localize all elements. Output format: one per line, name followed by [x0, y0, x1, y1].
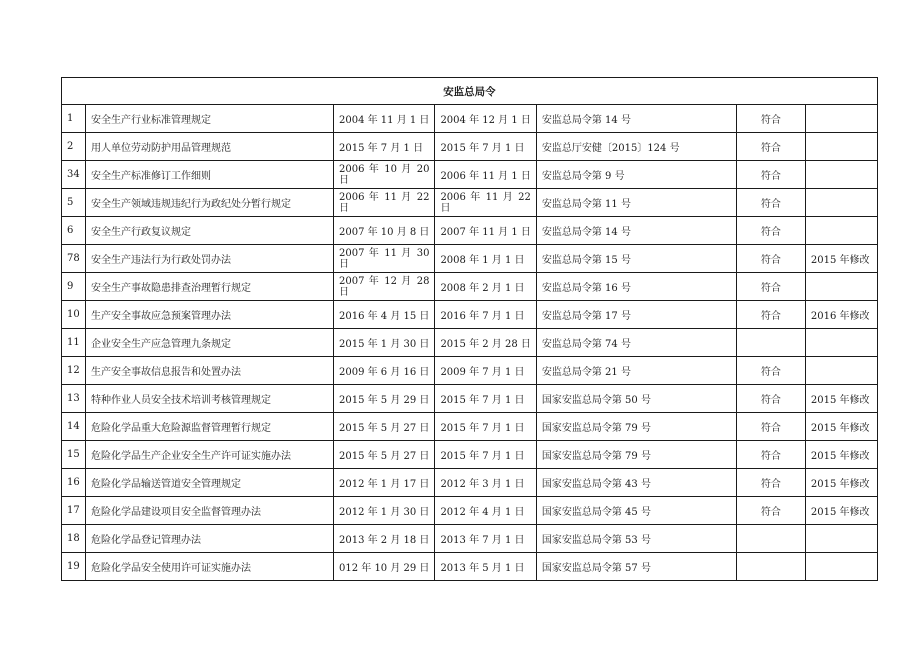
- document-number: 安监总局令第 21 号: [536, 357, 736, 385]
- issue-date: 2006 年 10 月 20 日: [334, 161, 435, 189]
- regulation-name: 生产安全事故应急预案管理办法: [86, 301, 334, 329]
- revision-note: 2015 年修改: [805, 385, 877, 413]
- table-row: [62, 133, 878, 161]
- regulation-name: 危险化学品登记管理办法: [86, 525, 334, 553]
- revision-note: [805, 525, 877, 553]
- table-row: [62, 105, 878, 133]
- row-number: 17: [62, 497, 86, 525]
- issue-date: 2013 年 2 月 18 日: [334, 525, 435, 553]
- table-row: [62, 525, 878, 553]
- regulation-name: 安全生产标准修订工作细则: [86, 161, 334, 189]
- regulation-name: 危险化学品生产企业安全生产许可证实施办法: [86, 441, 334, 469]
- revision-note: 2015 年修改: [805, 413, 877, 441]
- revision-note: 2015 年修改: [805, 245, 877, 273]
- issue-date: 2007 年 12 月 28 日: [334, 273, 435, 301]
- issue-date: 2009 年 6 月 16 日: [334, 357, 435, 385]
- compliance-status: 符合: [736, 385, 805, 413]
- document-number: 安监总局令第 14 号: [536, 105, 736, 133]
- document-number: 国家安监总局令第 79 号: [536, 413, 736, 441]
- effective-date: 2012 年 4 月 1 日: [435, 497, 536, 525]
- row-number: 6: [62, 217, 86, 245]
- table-row: [62, 189, 878, 217]
- compliance-status: 符合: [736, 133, 805, 161]
- table-row: [62, 329, 878, 357]
- issue-date: 2015 年 1 月 30 日: [334, 329, 435, 357]
- regulation-name: 安全生产违法行为行政处罚办法: [86, 245, 334, 273]
- issue-date: 012 年 10 月 29 日: [334, 553, 435, 581]
- document-number: 安监总局令第 15 号: [536, 245, 736, 273]
- compliance-status: 符合: [736, 441, 805, 469]
- compliance-status: 符合: [736, 357, 805, 385]
- issue-date: 2015 年 5 月 27 日: [334, 413, 435, 441]
- revision-note: [805, 161, 877, 189]
- table-row: [62, 161, 878, 189]
- document-number: 国家安监总局令第 45 号: [536, 497, 736, 525]
- effective-date: 2006 年 11 月 22 日: [435, 189, 536, 217]
- regulation-name: 安全生产领域违规违纪行为政纪处分暂行规定: [86, 189, 334, 217]
- compliance-status: [736, 329, 805, 357]
- regulation-name: 安全生产行政复议规定: [86, 217, 334, 245]
- document-number: 安监总局令第 16 号: [536, 273, 736, 301]
- issue-date: 2015 年 5 月 29 日: [334, 385, 435, 413]
- table-row: [62, 413, 878, 441]
- row-number: 78: [62, 245, 86, 273]
- revision-note: [805, 553, 877, 581]
- effective-date: 2015 年 7 月 1 日: [435, 133, 536, 161]
- row-number: 12: [62, 357, 86, 385]
- effective-date: 2009 年 7 月 1 日: [435, 357, 536, 385]
- row-number: 2: [62, 133, 86, 161]
- revision-note: [805, 189, 877, 217]
- compliance-status: 符合: [736, 301, 805, 329]
- effective-date: 2006 年 11 月 1 日: [435, 161, 536, 189]
- document-number: 国家安监总局令第 43 号: [536, 469, 736, 497]
- row-number: 34: [62, 161, 86, 189]
- effective-date: 2015 年 7 月 1 日: [435, 385, 536, 413]
- compliance-status: [736, 553, 805, 581]
- compliance-status: 符合: [736, 189, 805, 217]
- compliance-status: 符合: [736, 273, 805, 301]
- row-number: 13: [62, 385, 86, 413]
- document-number: 安监总局令第 14 号: [536, 217, 736, 245]
- table-row: [62, 497, 878, 525]
- regulation-name: 用人单位劳动防护用品管理规范: [86, 133, 334, 161]
- issue-date: 2016 年 4 月 15 日: [334, 301, 435, 329]
- table-body: [62, 78, 878, 581]
- regulation-name: 安全生产事故隐患排查治理暂行规定: [86, 273, 334, 301]
- effective-date: 2004 年 12 月 1 日: [435, 105, 536, 133]
- issue-date: 2012 年 1 月 17 日: [334, 469, 435, 497]
- compliance-status: 符合: [736, 413, 805, 441]
- compliance-status: 符合: [736, 217, 805, 245]
- regulation-name: 企业安全生产应急管理九条规定: [86, 329, 334, 357]
- table-row: [62, 217, 878, 245]
- compliance-status: [736, 525, 805, 553]
- effective-date: 2013 年 7 月 1 日: [435, 525, 536, 553]
- revision-note: 2015 年修改: [805, 497, 877, 525]
- document-number: 国家安监总局令第 79 号: [536, 441, 736, 469]
- table-title: 安监总局令: [62, 78, 878, 105]
- table-row: [62, 357, 878, 385]
- row-number: 16: [62, 469, 86, 497]
- regulation-name: 危险化学品重大危险源监督管理暂行规定: [86, 413, 334, 441]
- regulation-name: 生产安全事故信息报告和处置办法: [86, 357, 334, 385]
- table-row: [62, 385, 878, 413]
- regulation-name: 危险化学品输送管道安全管理规定: [86, 469, 334, 497]
- revision-note: 2015 年修改: [805, 469, 877, 497]
- revision-note: [805, 217, 877, 245]
- row-number: 18: [62, 525, 86, 553]
- regulation-name: 危险化学品安全使用许可证实施办法: [86, 553, 334, 581]
- row-number: 10: [62, 301, 86, 329]
- effective-date: 2016 年 7 月 1 日: [435, 301, 536, 329]
- table-row: [62, 441, 878, 469]
- compliance-status: 符合: [736, 105, 805, 133]
- revision-note: [805, 329, 877, 357]
- regulation-name: 安全生产行业标准管理规定: [86, 105, 334, 133]
- effective-date: 2012 年 3 月 1 日: [435, 469, 536, 497]
- table-row: [62, 469, 878, 497]
- revision-note: 2015 年修改: [805, 441, 877, 469]
- revision-note: [805, 273, 877, 301]
- regulation-name: 特种作业人员安全技术培训考核管理规定: [86, 385, 334, 413]
- table-row: [62, 553, 878, 581]
- revision-note: [805, 105, 877, 133]
- table-row: [62, 301, 878, 329]
- row-number: 11: [62, 329, 86, 357]
- document-number: 安监总局令第 9 号: [536, 161, 736, 189]
- row-number: 14: [62, 413, 86, 441]
- issue-date: 2012 年 1 月 30 日: [334, 497, 435, 525]
- effective-date: 2015 年 2 月 28 日: [435, 329, 536, 357]
- row-number: 9: [62, 273, 86, 301]
- table-row: [62, 245, 878, 273]
- row-number: 15: [62, 441, 86, 469]
- document-number: 安监总局令第 11 号: [536, 189, 736, 217]
- document-number: 安监总厅安健〔2015〕124 号: [536, 133, 736, 161]
- effective-date: 2008 年 2 月 1 日: [435, 273, 536, 301]
- effective-date: 2013 年 5 月 1 日: [435, 553, 536, 581]
- document-number: 国家安监总局令第 57 号: [536, 553, 736, 581]
- effective-date: 2015 年 7 月 1 日: [435, 441, 536, 469]
- issue-date: 2006 年 11 月 22 日: [334, 189, 435, 217]
- issue-date: 2007 年 11 月 30 日: [334, 245, 435, 273]
- issue-date: 2015 年 5 月 27 日: [334, 441, 435, 469]
- revision-note: [805, 133, 877, 161]
- regulation-name: 危险化学品建设项目安全监督管理办法: [86, 497, 334, 525]
- issue-date: 2004 年 11 月 1 日: [334, 105, 435, 133]
- compliance-status: 符合: [736, 469, 805, 497]
- document-number: 安监总局令第 17 号: [536, 301, 736, 329]
- compliance-status: 符合: [736, 161, 805, 189]
- revision-note: [805, 357, 877, 385]
- table-row: [62, 273, 878, 301]
- document-number: 国家安监总局令第 53 号: [536, 525, 736, 553]
- effective-date: 2008 年 1 月 1 日: [435, 245, 536, 273]
- effective-date: 2007 年 11 月 1 日: [435, 217, 536, 245]
- effective-date: 2015 年 7 月 1 日: [435, 413, 536, 441]
- compliance-status: 符合: [736, 497, 805, 525]
- row-number: 1: [62, 105, 86, 133]
- compliance-status: 符合: [736, 245, 805, 273]
- row-number: 5: [62, 189, 86, 217]
- regulations-table: [61, 77, 878, 581]
- row-number: 19: [62, 553, 86, 581]
- document-number: 国家安监总局令第 50 号: [536, 385, 736, 413]
- revision-note: 2016 年修改: [805, 301, 877, 329]
- title-row: [62, 78, 878, 105]
- document-number: 安监总局令第 74 号: [536, 329, 736, 357]
- issue-date: 2015 年 7 月 1 日: [334, 133, 435, 161]
- issue-date: 2007 年 10 月 8 日: [334, 217, 435, 245]
